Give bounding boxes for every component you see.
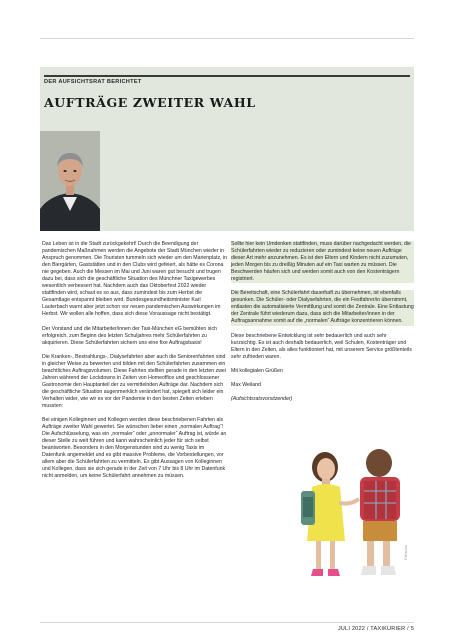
paragraph: Die Bereitschaft, eine Schülerfahrt dauerhaft zu übernehmen, ist ebenfalls gesunken. Die Schüler- oder Dialysefahrten, die ein Festfahrer/in übernimmt, entlasten die automatisierte Vermittlung und somit die Zentrale. Eine Entlastung der Zentrale führt wiederum dazu, dass sich die Mitarbeiter/innen in der Auftragsannahme somit auf die „normalen“ Aufträge konzentrieren können. — [231, 290, 414, 325]
photo-credit: ©elinoiba — [404, 545, 408, 560]
signature-role: (Aufsichtsratsvorsitzender) — [231, 395, 293, 402]
header-panel — [40, 67, 414, 231]
greeting: Mit kollegialen Grüßen — [231, 367, 283, 374]
section-kicker: DER AUFSICHTSRAT BERICHTET — [44, 79, 142, 85]
children-photo — [293, 445, 414, 585]
header-rule — [44, 75, 410, 77]
top-divider — [40, 38, 414, 39]
paragraph: Der Vorstand und die Mitarbeiter/innen der Taxi-München eG bemühten sich erfolgreich, zum Beginn des letzten Schuljahres mehr Schülerfahrten zu akquirieren. Diese Schülerfahrten sichern uns eine fixe Auftragsbasis! — [42, 325, 217, 346]
signature-name: Max Weiland — [231, 381, 261, 388]
page-footer: JULI 2022 / TAXIKURIER / 5 — [337, 626, 414, 632]
paragraph: Bei einigen Kolleginnen und Kollegen werden diese beschriebenen Fahrten als Aufträge zweiter Wahl gewertet. Sie wünschen lieber einen „normalen Auftrag“! Die Aufschlüsselung, was ein „normaler“ oder „unnormaler“ Auftrag ist, würde an dieser Stelle zu weit führen und kann wahrscheinlich jeder für sich selbst beantworten. Besonders in den Morgenstunden sind zu wenig Taxis im Datenfunk angemeldet und es gibt massive Probleme, die Vorbestellungen, vor allem aber die Schülerfahrten zu vermitteln. Es gibt Aussagen von Kolleginnen und Kollegen, dass sie sich gerade in der Zeit von 7 Uhr bis 8 Uhr im Datenfunk nicht anmelden, um keine Schülerfahrt annehmen zu müssen. — [42, 417, 227, 480]
paragraph: Sollte hier kein Umdenken stattfinden, muss darüber nachgedacht werden, die Schülerfahrten wieder zu reduzieren oder zumindest keine neuen Aufträge dieser Art mehr anzunehmen. Es ist den Eltern und Kindern nicht zuzumuten, jeden Morgen bis zu dreißig Minuten auf ein Taxi warten zu müssen. Die Beschwerden häufen sich und werden somit auch von den Kostenträgern registriert. — [231, 241, 414, 283]
article-column-right — [231, 241, 414, 410]
paragraph: Die Kranken-, Bestrahlungs-, Dialysefahrten aber auch die Seniorenfahrten sind in gleicher Weise zu bewerten und bilden mit den Schülerfahrten zusammen ein beachtliches Auftragsvolumen. Diese Fahrten stellten gerade in den letzten zwei Jahren während der Lockdowns in Zeiten von Homeoffice und geschlossener Gastronomie den Hauptanteil der zu vermittelnden Aufträge dar. Nachdem sich die geschäftliche Situation augenmerklich verändert hat, spiegelt sich leider ein Verhalten wider, wie wir es vor der Pandemie in den besten Zeiten erleben mussten: — [42, 353, 226, 409]
article-column-left — [42, 241, 227, 487]
portrait-photo — [40, 131, 100, 231]
paragraph: Das Leben ist in die Stadt zurückgekehrt! Durch die Beendigung der pandemischen Maßnahmen werden die Angebote der Stadt München wieder in Anspruch genommen. Die Touristen tummeln sich wieder um den Marienplatz, in den Biergärten, Gaststätten und in den Clubs wird gefeiert, als hätte es Corona nie gegeben. Auch die Messen im Mai und Juni waren gut besucht und trugen dazu bei, dass sich die geschäftliche Situation des Münchner Taxigewerbes wesentlich verbessert hat. Nachdem auch das Oktoberfest 2022 wieder stattfinden wird, schaut es so aus, dass zumindest bis zum Herbst die Gesamtlage entspannt bleiben wird. Bundesgesundheitsminister Karl Lauterbach warnt aber jetzt schon vor neuen pandemischen Auswirkungen im Herbst. Wir wollen alle hoffen, dass sich diese Voraussage nicht bestätigt. — [42, 241, 228, 318]
article-headline: AUFTRÄGE ZWEITER WAHL — [44, 95, 256, 110]
paragraph: Diese beschriebene Entwicklung ist sehr bedauerlich und auch sehr kurzsichtig. Es ist auch deshalb bedauerlich, weil Schulen, Kostenträger und Eltern in den Zeiten, als alles funktioniert hat, mit unserem Service größtenteils sehr zufrieden waren. — [231, 332, 412, 360]
footer-divider — [40, 622, 414, 623]
